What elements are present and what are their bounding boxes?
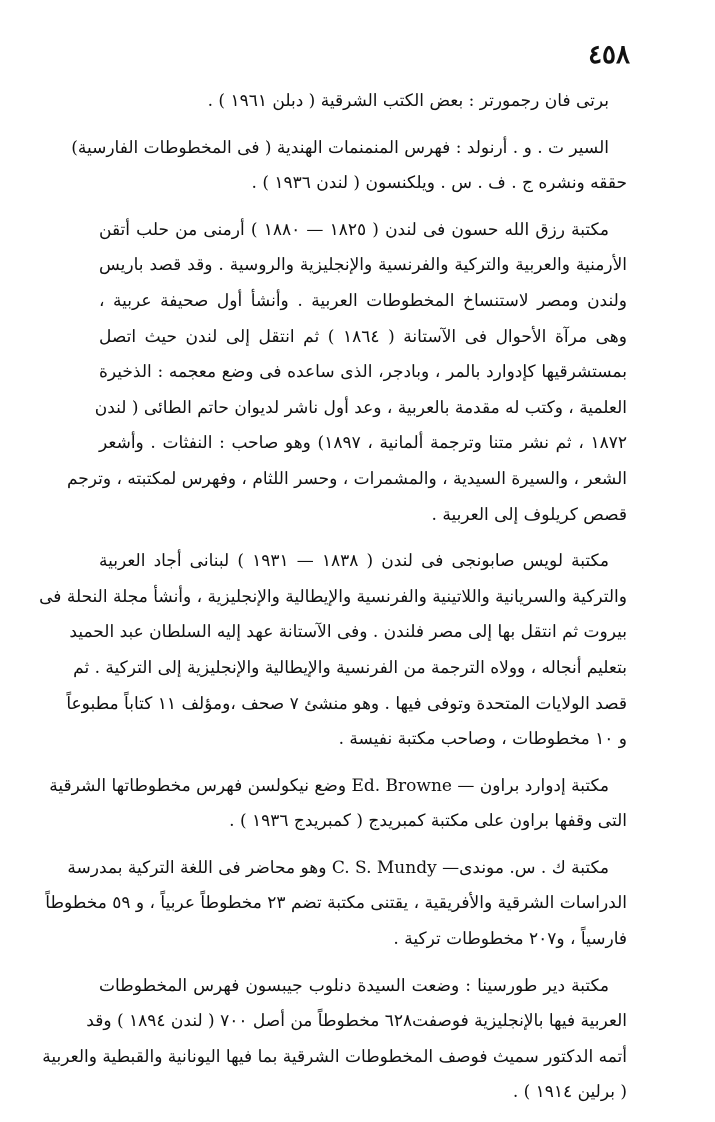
entry-arnold — [71, 131, 627, 202]
text-line: بيروت ثم انتقل بها إلى مصر فلندن . وفى الآستانة عهد إليه السلطان عبد الحميد — [69, 622, 627, 643]
text-line: مكتبة إدوارد براون — Ed. Browne وضع نيكولسن فهرس مخطوطاتها الشرقية — [49, 775, 609, 796]
text-line: السير ت . و . أرنولد : فهرس المنمنمات الهندية ( فى المخطوطات الفارسية) — [71, 137, 609, 158]
text-body — [39, 84, 627, 1122]
text-line: الدراسات الشرقية والأفريقية ، يقتنى مكتبة تضم ٢٣ مخطوطاً عربياً ، و ٥٩ مخطوطاً — [45, 893, 627, 914]
text-line: مكتبة رزق الله حسون فى لندن ( ١٨٢٥ — ١٨٨٠ ) أرمنى من حلب أتقن — [99, 219, 609, 240]
entry-sinai-monastery — [42, 969, 627, 1111]
text-line: فارسياً ، و٢٠٧ مخطوطات تركية . — [393, 929, 627, 950]
text-line: الشعر ، والسيرة السيدية ، والمشمرات ، وحسر اللثام ، وفهرس لمكتبته ، وترجم — [66, 468, 627, 489]
text-line: و ١٠ مخطوطات ، وصاحب مكتبة نفيسة . — [338, 729, 627, 750]
text-line: وهى مرآة الأحوال فى الآستانة ( ١٨٦٤ ) ثم انتقل إلى لندن حيث اتصل — [99, 326, 627, 347]
text-line: قصص كريلوف إلى العربية . — [431, 504, 627, 525]
text-line: بتعليم أنجاله ، وولاه الترجمة من الفرنسية والإيطالية والإنجليزية إلى التركية . ثم — [73, 657, 627, 678]
text-line: ١٨٧٢ ، ثم نشر متنا وترجمة ألمانية ، ١٨٩٧) وهو صاحب : النفثات . وأشعر — [99, 433, 627, 454]
text-line: ولندن ومصر لاستنساخ المخطوطات العربية . وأنشأ أول صحيفة عربية ، — [99, 290, 627, 311]
page-number: ٤٥٨ — [588, 40, 630, 70]
entry-rizqallah-hassoun — [66, 213, 627, 533]
text-line: ( برلين ١٩١٤ ) . — [512, 1082, 627, 1103]
entry-vanrijmorter — [99, 84, 627, 120]
text-line: العربية فيها بالإنجليزية فوصفت٦٢٨ مخطوطاً من أصل ٧٠٠ ( لندن ١٨٩٤ ) وقد — [86, 1011, 627, 1032]
text-line: برتى فان رجمورتر : بعض الكتب الشرقية ( دبلن ١٩٦١ ) . — [207, 91, 609, 111]
text-line: بمستشرقيها كإدوارد بالمر ، وبادجر، الذى ساعده فى وضع معجمه : الذخيرة — [99, 362, 627, 383]
text-line: قصد الولايات المتحدة وتوفى فيها . وهو منشئ ٧ صحف ،ومؤلف ١١ كتاباً مطبوعاً — [66, 693, 627, 714]
text-line: مكتبة لويس صابونجى فى لندن ( ١٨٣٨ — ١٩٣١ ) لبنانى أجاد العربية — [99, 551, 609, 572]
text-line: والتركية والسريانية واللاتينية والفرنسية والإيطالية والإنجليزية ، وأنشأ مجلة النحلة فى — [39, 586, 627, 607]
text-line: مكتبة دير طورسينا : وضعت السيدة دنلوب جيبسون فهرس المخطوطات — [99, 975, 609, 996]
text-line: التى وقفها براون على مكتبة كمبريدج ( كمبريدج ١٩٣٦ ) . — [229, 811, 627, 832]
entry-mundy — [45, 851, 627, 958]
text-line: العلمية ، وكتب له مقدمة بالعربية ، وعد أول ناشر لديوان حاتم الطائى ( لندن — [94, 397, 627, 418]
text-line: الأرمنية والعربية والتركية والفرنسية والإنجليزية والروسية . وقد قصد باريس — [99, 255, 627, 276]
text-line: حققه ونشره ج . ف . س . ويلكنسون ( لندن ١٩٣٦ ) . — [251, 173, 627, 194]
entry-edward-browne — [49, 769, 627, 840]
entry-louis-sabounji — [39, 544, 627, 758]
text-line: أتمه الدكتور سميث فوصف المخطوطات الشرقية بما فيها اليونانية والقبطية والعربية — [42, 1046, 627, 1067]
text-line: مكتبة ك . س. موندى— C. S. Mundy وهو محاضر فى اللغة التركية بمدرسة — [67, 857, 609, 878]
